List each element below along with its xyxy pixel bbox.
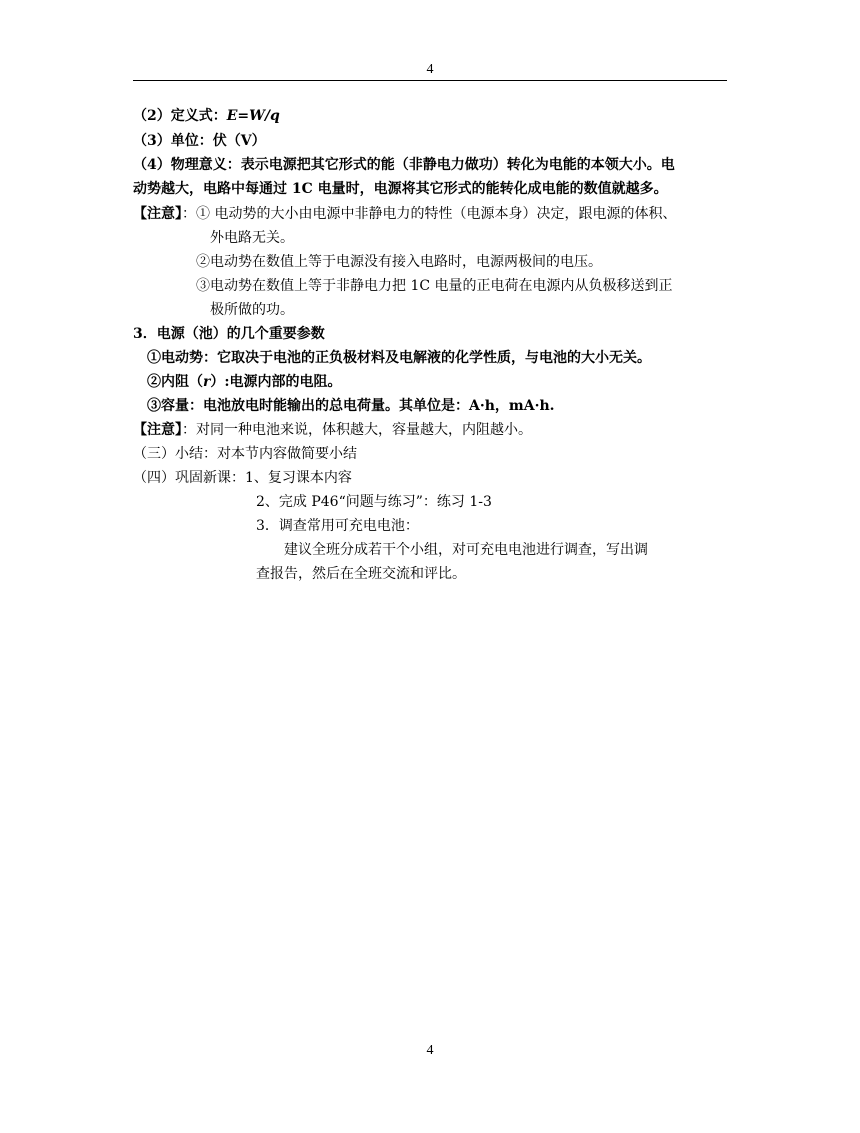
meaning-line-2: 动势越大，电路中每通过 1C 电量时，电源将其它形式的能转化成电能的数值就越多。	[133, 181, 668, 197]
header-rule	[133, 80, 727, 81]
note-2-text: ：对同一种电池来说，体积越大，容量越大，内阻越小。	[182, 422, 532, 438]
task-3-line: 3．调查常用可充电电池：	[256, 518, 419, 534]
footer-page-number: 4	[426, 1043, 434, 1058]
meaning-line-1: （4）物理意义：表示电源把其它形式的能（非静电力做功）转化为电能的本领大小。电	[133, 157, 675, 173]
resistance-symbol: r	[203, 374, 211, 390]
param-capacity: ③容量：电池放电时能输出的总电荷量。其单位是：A·h，mA·h.	[147, 398, 555, 414]
definition-label: （2）定义式：	[133, 108, 227, 124]
task-2-line: 2、完成 P46“问题与练习”：练习 1-3	[256, 494, 492, 510]
definition-line	[133, 106, 280, 126]
note-1-line	[133, 204, 676, 224]
note-1-item-2: ②电动势在数值上等于电源没有接入电路时，电源两极间的电压。	[196, 254, 602, 270]
definition-formula: E=W/q	[226, 108, 280, 124]
note-1-text: ：① 电动势的大小由电源中非静电力的特性（电源本身）决定，跟电源的体积、	[182, 206, 677, 222]
note-1-continued: 外电路无关。	[210, 230, 294, 246]
consolidate-line: （四）巩固新课：1、复习课本内容	[133, 470, 352, 486]
section-3-heading: 3．电源（池）的几个重要参数	[133, 326, 325, 342]
note-1-label: 【注意】	[133, 206, 182, 222]
task-3-text-1: 建议全班分成若干个小组，对可充电电池进行调查，写出调	[284, 542, 648, 558]
task-3-text-2: 查报告，然后在全班交流和评比。	[256, 566, 466, 582]
summary-line: （三）小结：对本节内容做简要小结	[133, 446, 357, 462]
param-internal-resistance: ②内阻（r）:电源内部的电阻。	[147, 374, 342, 390]
param-emf: ①电动势：它取决于电池的正负极材料及电解液的化学性质，与电池的大小无关。	[147, 350, 651, 366]
header-page-number: 4	[426, 62, 434, 77]
unit-line: （3）单位：伏（V）	[133, 133, 266, 149]
note-2-line	[133, 420, 532, 440]
note-2-label: 【注意】	[133, 422, 182, 438]
note-1-item-3-continued: 极所做的功。	[210, 302, 294, 318]
note-1-item-3: ③电动势在数值上等于非静电力把 1C 电量的正电荷在电源内从负极移送到正	[196, 278, 673, 294]
